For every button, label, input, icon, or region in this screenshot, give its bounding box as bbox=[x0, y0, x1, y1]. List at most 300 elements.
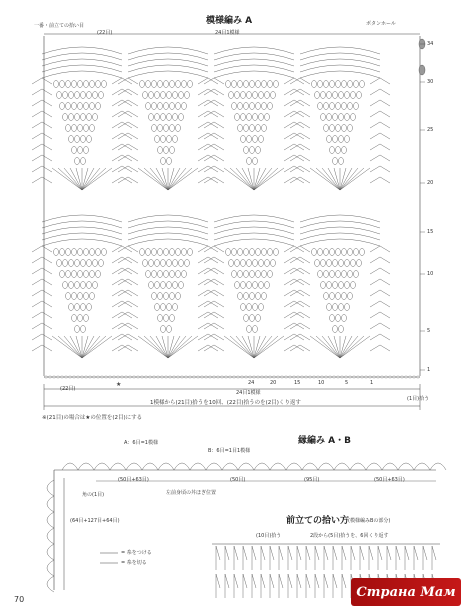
mesh-chain bbox=[204, 100, 224, 106]
mesh-chain bbox=[204, 155, 224, 161]
mesh-chain bbox=[198, 345, 218, 351]
chain-stitch bbox=[216, 376, 220, 378]
mesh-chain bbox=[284, 312, 304, 318]
mesh-chain bbox=[32, 144, 52, 150]
mesh-chain bbox=[112, 301, 132, 307]
pineapple-loop bbox=[93, 282, 98, 289]
chain-stitch bbox=[388, 376, 392, 378]
pickup-stitch bbox=[342, 546, 346, 570]
pineapple-loop bbox=[342, 249, 347, 256]
pineapple-loop bbox=[158, 271, 163, 278]
pineapple-loop bbox=[167, 304, 172, 311]
mesh-chain bbox=[370, 122, 390, 128]
mesh-chain bbox=[32, 268, 52, 274]
pineapple-loop bbox=[253, 260, 258, 267]
pineapple-loop bbox=[342, 103, 347, 110]
mesh-chain bbox=[118, 268, 138, 274]
mesh-chain bbox=[118, 323, 138, 329]
mesh-chain bbox=[204, 334, 224, 340]
edging-scallop bbox=[94, 463, 110, 470]
pineapple-loop bbox=[81, 92, 86, 99]
fan-stitch bbox=[340, 168, 370, 190]
pineapple-loop bbox=[158, 81, 163, 88]
chain-stitch bbox=[380, 376, 384, 378]
pineapple-loop bbox=[93, 114, 98, 121]
pineapple-loop bbox=[348, 293, 353, 300]
mesh-chain bbox=[118, 100, 138, 106]
pineapple-loop bbox=[72, 103, 77, 110]
pineapple-loop bbox=[84, 315, 89, 322]
mesh-chain bbox=[32, 78, 52, 84]
row-label: 5 bbox=[427, 328, 431, 334]
pineapple-loop bbox=[324, 271, 329, 278]
pineapple-loop bbox=[274, 81, 279, 88]
mesh-chain bbox=[32, 177, 52, 183]
chain-stitch bbox=[144, 376, 148, 378]
pineapple-loop bbox=[173, 282, 178, 289]
pineapple-loop bbox=[152, 271, 157, 278]
pineapple-loop bbox=[66, 81, 71, 88]
pineapple-loop bbox=[54, 81, 59, 88]
pickup-stitch bbox=[369, 546, 373, 570]
pineapple-loop bbox=[63, 92, 68, 99]
fan-stitch bbox=[162, 168, 168, 190]
mesh-chain bbox=[290, 312, 310, 318]
pineapple-loop bbox=[321, 260, 326, 267]
edging-scallop bbox=[158, 463, 174, 470]
pineapple-loop bbox=[241, 114, 246, 121]
mesh-chain bbox=[204, 111, 224, 117]
pineapple-loop bbox=[72, 125, 77, 132]
edging-scallop bbox=[126, 463, 142, 470]
pineapple-loop bbox=[164, 147, 169, 154]
pineapple-loop bbox=[170, 271, 175, 278]
pineapple-loop bbox=[72, 249, 77, 256]
mesh-chain bbox=[284, 257, 304, 263]
edging-scallop bbox=[302, 463, 318, 470]
mesh-chain bbox=[198, 290, 218, 296]
pineapple-loop bbox=[342, 271, 347, 278]
watermark-text: Страна Мам bbox=[356, 584, 456, 600]
pineapple-loop bbox=[241, 260, 246, 267]
pickup-stitch bbox=[279, 546, 283, 570]
pineapple-loop bbox=[176, 293, 181, 300]
pickup-stitch bbox=[288, 574, 292, 598]
chain-stitch bbox=[408, 376, 412, 378]
mesh-chain bbox=[284, 111, 304, 117]
fan-stitch bbox=[58, 336, 82, 358]
pineapple-loop bbox=[167, 92, 172, 99]
mesh-chain bbox=[118, 155, 138, 161]
repeat-label-bottom: 24目1模様 bbox=[236, 390, 261, 396]
pineapple-loop bbox=[238, 249, 243, 256]
chain-stitch bbox=[64, 376, 68, 378]
fan-stitch bbox=[230, 336, 254, 358]
pickup-stitch bbox=[324, 574, 328, 598]
pineapple-loop bbox=[256, 249, 261, 256]
pineapple-loop bbox=[336, 271, 341, 278]
pineapple-loop bbox=[155, 282, 160, 289]
pineapple-loop bbox=[259, 92, 264, 99]
row-label: 30 bbox=[427, 79, 434, 85]
edging-scallop bbox=[334, 463, 350, 470]
mesh-chain bbox=[370, 144, 390, 150]
pineapple-loop bbox=[253, 114, 258, 121]
fan-stitch bbox=[254, 336, 284, 358]
pineapple-loop bbox=[339, 304, 344, 311]
mesh-chain bbox=[112, 111, 132, 117]
pineapple-loop bbox=[66, 293, 71, 300]
pineapple-loop bbox=[250, 249, 255, 256]
pineapple-loop bbox=[229, 92, 234, 99]
chain-stitch bbox=[120, 376, 124, 378]
chain-stitch bbox=[244, 376, 248, 378]
pickup-stitch bbox=[378, 546, 382, 570]
pineapple-loop bbox=[161, 136, 166, 143]
pineapple-loop bbox=[268, 271, 273, 278]
pineapple-loop bbox=[164, 249, 169, 256]
mesh-chain bbox=[112, 100, 132, 106]
mesh-chain bbox=[284, 144, 304, 150]
pineapple-loop bbox=[90, 103, 95, 110]
edging-scallop bbox=[206, 463, 222, 470]
chain-stitch bbox=[184, 376, 188, 378]
pineapple-loop bbox=[81, 282, 86, 289]
pineapple-loop bbox=[342, 81, 347, 88]
pineapple-loop bbox=[250, 315, 255, 322]
pickup-stitch bbox=[234, 574, 238, 598]
mesh-chain bbox=[118, 345, 138, 351]
pineapple-loop bbox=[72, 271, 77, 278]
pickup-stitch bbox=[261, 574, 265, 598]
pineapple-loop bbox=[268, 81, 273, 88]
pineapple-loop bbox=[259, 114, 264, 121]
mesh-chain bbox=[204, 133, 224, 139]
pineapple-loop bbox=[247, 136, 252, 143]
pineapple-loop bbox=[268, 103, 273, 110]
bottom-num: 20 bbox=[270, 380, 277, 386]
pineapple-loop bbox=[256, 271, 261, 278]
mesh-chain bbox=[370, 78, 390, 84]
mesh-chain bbox=[198, 89, 218, 95]
pineapple-loop bbox=[75, 326, 80, 333]
pineapple-loop bbox=[345, 260, 350, 267]
pineapple-loop bbox=[81, 114, 86, 121]
pineapple-loop bbox=[339, 282, 344, 289]
edging-scallop bbox=[382, 463, 398, 470]
mesh-chain bbox=[32, 301, 52, 307]
pineapple-loop bbox=[354, 249, 359, 256]
mesh-chain bbox=[118, 246, 138, 252]
pineapple-loop bbox=[78, 81, 83, 88]
chain-stitch bbox=[208, 376, 212, 378]
pineapple-loop bbox=[268, 249, 273, 256]
pineapple-loop bbox=[164, 293, 169, 300]
pineapple-loop bbox=[90, 125, 95, 132]
chain-stitch bbox=[164, 376, 168, 378]
pineapple-loop bbox=[345, 136, 350, 143]
pineapple-loop bbox=[173, 260, 178, 267]
mesh-chain bbox=[198, 166, 218, 172]
pickup-stitch bbox=[306, 546, 310, 570]
front-left-label: 左前身頃の丼ほぎ位置 bbox=[166, 490, 217, 496]
pickup-stitch bbox=[414, 546, 418, 570]
chain-stitch bbox=[232, 376, 236, 378]
pineapple-loop bbox=[327, 304, 332, 311]
pineapple-loop bbox=[102, 81, 107, 88]
pineapple-loop bbox=[158, 315, 163, 322]
page-number: 70 bbox=[14, 595, 25, 604]
pineapple-loop bbox=[238, 81, 243, 88]
chain-stitch bbox=[328, 376, 332, 378]
mesh-chain bbox=[290, 246, 310, 252]
pineapple-loop bbox=[247, 158, 252, 165]
mesh-chain bbox=[204, 177, 224, 183]
pineapple-loop bbox=[96, 81, 101, 88]
pineapple-loop bbox=[348, 271, 353, 278]
chain-stitch bbox=[228, 376, 232, 378]
pineapple-loop bbox=[315, 260, 320, 267]
chain-stitch bbox=[268, 376, 272, 378]
pineapple-loop bbox=[63, 260, 68, 267]
pineapple-loop bbox=[259, 282, 264, 289]
edging-count: (95目) bbox=[304, 477, 320, 483]
pickup-stitch bbox=[333, 546, 337, 570]
pineapple-loop bbox=[152, 81, 157, 88]
chain-stitch bbox=[296, 376, 300, 378]
chain-stitch bbox=[304, 376, 308, 378]
bottom-num: 1 bbox=[370, 380, 374, 386]
chain-stitch bbox=[404, 376, 408, 378]
pineapple-loop bbox=[87, 260, 92, 267]
mesh-chain bbox=[370, 155, 390, 161]
top-left-note: 一番・前立ての拾い目 bbox=[34, 23, 85, 29]
pineapple-loop bbox=[78, 125, 83, 132]
pineapple-loop bbox=[170, 103, 175, 110]
edging-scallop-left bbox=[47, 480, 54, 496]
pineapple-loop bbox=[161, 114, 166, 121]
mesh-chain bbox=[118, 111, 138, 117]
pickup-stitch bbox=[225, 546, 229, 570]
row-label: 15 bbox=[427, 229, 434, 235]
mesh-chain bbox=[290, 166, 310, 172]
edging-a-label: A：6目=1模様 bbox=[124, 440, 158, 446]
pineapple-loop bbox=[176, 125, 181, 132]
mesh-chain bbox=[112, 246, 132, 252]
chain-stitch bbox=[128, 376, 132, 378]
pineapple-loop bbox=[81, 260, 86, 267]
edging-scallop bbox=[414, 463, 430, 470]
pineapple-loop bbox=[256, 315, 261, 322]
pineapple-loop bbox=[244, 147, 249, 154]
arch-row bbox=[128, 239, 208, 246]
chain-stitch bbox=[52, 376, 56, 378]
pickup-stitch bbox=[288, 546, 292, 570]
pineapple-loop bbox=[69, 136, 74, 143]
mesh-chain bbox=[112, 323, 132, 329]
fan-stitch bbox=[340, 168, 352, 190]
fan-stitch bbox=[82, 168, 88, 190]
pineapple-loop bbox=[149, 114, 154, 121]
pineapple-loop bbox=[336, 293, 341, 300]
pineapple-loop bbox=[182, 249, 187, 256]
pineapple-loop bbox=[271, 92, 276, 99]
pickup-stitch bbox=[306, 574, 310, 598]
pineapple-loop bbox=[90, 249, 95, 256]
fan-stitch bbox=[76, 168, 82, 190]
chain-stitch bbox=[264, 376, 268, 378]
mesh-chain bbox=[204, 246, 224, 252]
chain-stitch bbox=[124, 376, 128, 378]
fan-stitch bbox=[82, 336, 106, 358]
bottom-num: 15 bbox=[294, 380, 301, 386]
pineapple-loop bbox=[262, 271, 267, 278]
mesh-chain bbox=[370, 246, 390, 252]
pineapple-loop bbox=[185, 260, 190, 267]
mesh-chain bbox=[370, 301, 390, 307]
pineapple-loop bbox=[158, 103, 163, 110]
mesh-chain bbox=[284, 100, 304, 106]
vertical-count-label: (64目+127目+64目) bbox=[70, 518, 120, 524]
mesh-chain bbox=[370, 166, 390, 172]
mesh-chain bbox=[32, 100, 52, 106]
chain-stitch bbox=[352, 376, 356, 378]
pineapple-loop bbox=[99, 92, 104, 99]
fan-stitch bbox=[82, 168, 106, 190]
mesh-chain bbox=[370, 133, 390, 139]
pickup-stitch bbox=[279, 574, 283, 598]
chain-stitch bbox=[148, 376, 152, 378]
mesh-chain bbox=[112, 257, 132, 263]
mesh-chain bbox=[204, 89, 224, 95]
pineapple-loop bbox=[354, 103, 359, 110]
pineapple-loop bbox=[262, 103, 267, 110]
buttonhole-mark bbox=[419, 65, 425, 75]
pineapple-loop bbox=[333, 114, 338, 121]
pineapple-loop bbox=[330, 293, 335, 300]
chain-stitch bbox=[140, 376, 144, 378]
mesh-chain bbox=[198, 100, 218, 106]
pineapple-loop bbox=[247, 92, 252, 99]
pineapple-loop bbox=[170, 81, 175, 88]
mesh-chain bbox=[118, 334, 138, 340]
pineapple-loop bbox=[232, 271, 237, 278]
pickup-stitch bbox=[225, 574, 229, 598]
chain-stitch bbox=[72, 376, 76, 378]
pineapple-loop bbox=[238, 293, 243, 300]
mesh-chain bbox=[204, 268, 224, 274]
chain-stitch bbox=[256, 376, 260, 378]
front-pickup-note: 2段から(5目)拾うを、6回くり返す bbox=[310, 533, 389, 539]
pickup-instruction: 1模様から(21目)拾うを10回、(22目)拾うのを(2目)くり返す bbox=[150, 400, 301, 406]
fan-stitch bbox=[340, 336, 370, 358]
pineapple-loop bbox=[348, 81, 353, 88]
mesh-chain bbox=[198, 268, 218, 274]
fan-stitch bbox=[334, 336, 340, 358]
front-pickup-subtitle: (模様編みBの部分) bbox=[348, 518, 391, 524]
pineapple-loop bbox=[250, 81, 255, 88]
mesh-chain bbox=[204, 257, 224, 263]
pickup-stitch bbox=[423, 546, 427, 570]
mesh-chain bbox=[118, 257, 138, 263]
pineapple-loop bbox=[318, 271, 323, 278]
fan-stitch bbox=[254, 168, 284, 190]
pineapple-loop bbox=[330, 147, 335, 154]
fan-stitch bbox=[224, 336, 254, 358]
chain-stitch bbox=[212, 376, 216, 378]
pineapple-loop bbox=[241, 282, 246, 289]
pineapple-loop bbox=[253, 282, 258, 289]
corner-label: 角の(1目) bbox=[82, 492, 105, 498]
pineapple-loop bbox=[330, 81, 335, 88]
chain-stitch bbox=[384, 376, 388, 378]
mesh-chain bbox=[290, 78, 310, 84]
mesh-chain bbox=[290, 290, 310, 296]
pineapple-loop bbox=[84, 125, 89, 132]
edging-count: (50目+63目) bbox=[118, 477, 149, 483]
pineapple-loop bbox=[271, 260, 276, 267]
pineapple-loop bbox=[250, 293, 255, 300]
mesh-chain bbox=[370, 290, 390, 296]
mesh-chain bbox=[290, 323, 310, 329]
pineapple-loop bbox=[93, 92, 98, 99]
fan-stitch bbox=[254, 336, 266, 358]
pineapple-loop bbox=[315, 92, 320, 99]
pineapple-loop bbox=[155, 92, 160, 99]
mesh-chain bbox=[370, 268, 390, 274]
pineapple-loop bbox=[57, 92, 62, 99]
pineapple-loop bbox=[170, 315, 175, 322]
pineapple-loop bbox=[179, 92, 184, 99]
pineapple-loop bbox=[87, 304, 92, 311]
chain-stitch bbox=[84, 376, 88, 378]
pineapple-loop bbox=[244, 125, 249, 132]
fan-stitch bbox=[340, 168, 346, 190]
mesh-chain bbox=[290, 144, 310, 150]
fan-stitch bbox=[242, 336, 254, 358]
pineapple-loop bbox=[262, 125, 267, 132]
pineapple-loop bbox=[336, 147, 341, 154]
pineapple-loop bbox=[253, 136, 258, 143]
mesh-chain bbox=[198, 257, 218, 263]
pickup-stitch bbox=[261, 546, 265, 570]
mesh-chain bbox=[290, 89, 310, 95]
fan-stitch bbox=[316, 168, 340, 190]
chain-stitch bbox=[156, 376, 160, 378]
pickup-stitch bbox=[333, 574, 337, 598]
chain-stitch bbox=[412, 376, 416, 378]
chain-stitch bbox=[260, 376, 264, 378]
pineapple-loop bbox=[182, 81, 187, 88]
mesh-chain bbox=[290, 279, 310, 285]
pineapple-loop bbox=[173, 114, 178, 121]
mesh-chain bbox=[198, 155, 218, 161]
watermark-logo bbox=[351, 578, 461, 606]
chain-stitch bbox=[192, 376, 196, 378]
chain-stitch bbox=[188, 376, 192, 378]
pineapple-loop bbox=[262, 81, 267, 88]
pineapple-loop bbox=[226, 81, 231, 88]
pineapple-loop bbox=[87, 282, 92, 289]
pineapple-loop bbox=[256, 293, 261, 300]
chain-stitch bbox=[96, 376, 100, 378]
pickup-stitch bbox=[252, 546, 256, 570]
chain-stitch bbox=[300, 376, 304, 378]
fan-stitch bbox=[230, 168, 254, 190]
pineapple-loop bbox=[99, 260, 104, 267]
pineapple-loop bbox=[188, 249, 193, 256]
pineapple-loop bbox=[158, 125, 163, 132]
